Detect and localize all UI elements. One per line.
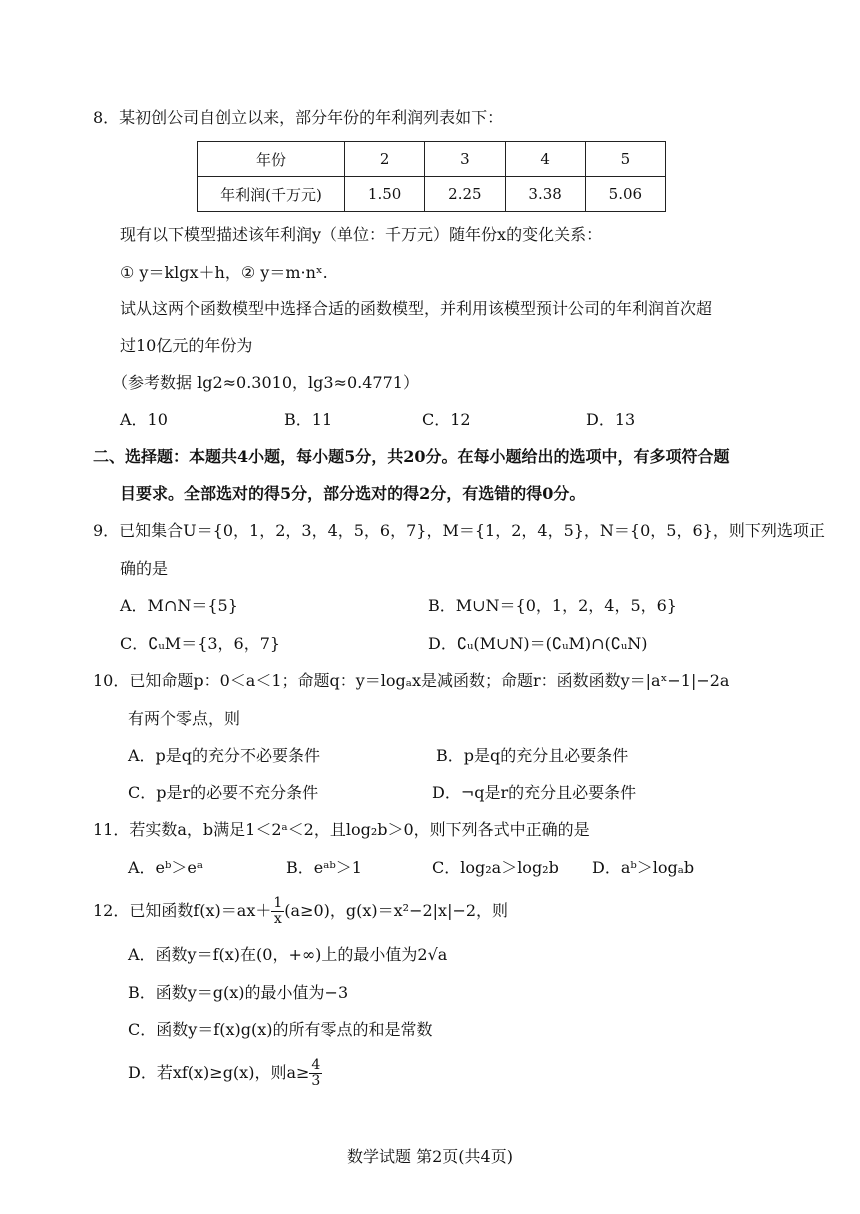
table-cell: 4	[505, 142, 585, 177]
q12-frac-num: 1	[273, 895, 283, 911]
page-footer: 数学试题 第2页(共4页)	[347, 1147, 513, 1166]
table-cell: 2	[345, 142, 425, 177]
q10-option-d: D．¬q是r的充分且必要条件	[432, 783, 637, 802]
section2-heading: 二、选择题：本题共4小题，每小题5分，共20分。在每小题给出的选项中，有多项符合题	[93, 447, 730, 466]
q9-option-c: C．∁ᵤM＝{3，6，7}	[120, 634, 281, 653]
q10-option-b: B．p是q的充分且必要条件	[436, 746, 629, 765]
q12-fraction	[271, 896, 284, 927]
q12-option-a: A．函数y＝f(x)在(0，+∞)上的最小值为2√a	[128, 945, 448, 964]
q8-line4: 试从这两个函数模型中选择合适的函数模型，并利用该模型预计公司的年利润首次超	[120, 299, 713, 318]
q11-option-b: B．eᵃᵇ＞1	[286, 858, 362, 877]
profit-table	[197, 141, 666, 212]
q12-option-d-text: D．若xf(x)≥g(x)，则a≥	[128, 1063, 310, 1082]
table-cell: 3.38	[505, 177, 585, 212]
q8-line5: 过10亿元的年份为	[120, 336, 253, 355]
q11-option-c: C．log₂a＞log₂b	[432, 858, 559, 877]
q12-frac-den: x	[273, 911, 282, 927]
table-cell: 5.06	[585, 177, 665, 212]
table-row	[198, 142, 666, 177]
q8-stem: 8．某初创公司自创立以来，部分年份的年利润列表如下：	[93, 108, 504, 127]
q12-option-b: B．函数y＝g(x)的最小值为−3	[128, 983, 349, 1002]
q10-stem-cont: 有两个零点，则	[128, 709, 241, 728]
q9-option-b: B．M∪N＝{0，1，2，4，5，6}	[428, 596, 677, 615]
q8-reference-data: （参考数据 lg2≈0.3010，lg3≈0.4771）	[112, 373, 419, 392]
q8-option-b: B．11	[284, 410, 333, 429]
q12-optd-frac-den: 3	[311, 1073, 321, 1089]
q11-option-a: A．eᵇ＞eᵃ	[128, 858, 204, 877]
q9-option-d: D．∁ᵤ(M∪N)＝(∁ᵤM)∩(∁ᵤN)	[428, 634, 648, 653]
q12-stem-post: (a≥0)，g(x)＝x²−2|x|−2，则	[284, 901, 509, 920]
table-cell: 5	[585, 142, 665, 177]
q12-option-d-fraction	[309, 1058, 322, 1089]
q9-stem-cont: 确的是	[120, 559, 169, 578]
q8-models: ① y＝klgx＋h，② y＝m·nˣ.	[120, 263, 328, 282]
table-header-year: 年份	[198, 142, 345, 177]
q11-stem: 11．若实数a，b满足1＜2ᵃ＜2，且log₂b＞0，则下列各式中正确的是	[93, 820, 590, 839]
q10-stem: 10．已知命题p：0＜a＜1；命题q：y＝logₐx是减函数；命题r：函数函数y＝|aˣ−1|−2a	[93, 671, 730, 690]
table-row	[198, 177, 666, 212]
section2-heading-cont: 目要求。全部选对的得5分，部分选对的得2分，有选错的得0分。	[120, 484, 586, 503]
table-cell: 2.25	[425, 177, 505, 212]
q9-option-a: A．M∩N＝{5}	[120, 596, 238, 615]
table-header-profit: 年利润(千万元)	[198, 177, 345, 212]
q10-option-a: A．p是q的充分不必要条件	[128, 746, 321, 765]
q12-optd-frac-num: 4	[311, 1057, 321, 1073]
q12-option-c: C．函数y＝f(x)g(x)的所有零点的和是常数	[128, 1020, 433, 1039]
q11-option-d: D．aᵇ＞logₐb	[592, 858, 695, 877]
q12-option-d	[128, 1057, 322, 1089]
q8-option-d: D．13	[586, 410, 636, 429]
table-cell: 3	[425, 142, 505, 177]
q10-option-c: C．p是r的必要不充分条件	[128, 783, 319, 802]
q12-stem-pre: 12．已知函数f(x)＝ax＋	[93, 901, 272, 920]
q12-stem	[93, 895, 508, 927]
q8-line2: 现有以下模型描述该年利润y（单位：千万元）随年份x的变化关系：	[120, 225, 603, 244]
q8-option-a: A．10	[120, 410, 168, 429]
q9-stem: 9．已知集合U＝{0，1，2，3，4，5，6，7}，M＝{1，2，4，5}，N＝{0，5，6}，则下列选项正	[93, 521, 825, 540]
q8-option-c: C．12	[422, 410, 471, 429]
table-cell: 1.50	[345, 177, 425, 212]
